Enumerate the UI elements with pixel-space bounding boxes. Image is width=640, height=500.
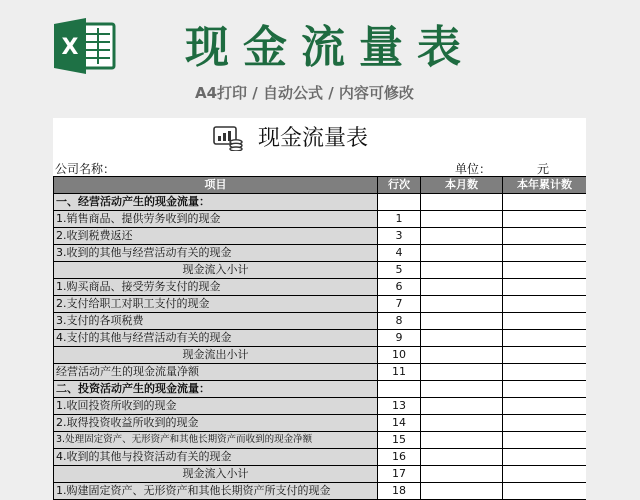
table-row — [54, 228, 587, 245]
table-row — [54, 211, 587, 228]
row-this-month-cell[interactable] — [421, 347, 503, 364]
row-line-no-cell[interactable]: 3 — [378, 228, 421, 245]
banner-subtitle: A4打印 / 自动公式 / 内容可修改 — [195, 84, 414, 102]
row-year-to-date-cell[interactable] — [503, 381, 587, 398]
row-year-to-date-cell[interactable] — [503, 262, 587, 279]
row-item-cell[interactable]: 3.收到的其他与经营活动有关的现金 — [54, 245, 378, 262]
row-year-to-date-cell[interactable] — [503, 364, 587, 381]
row-item-cell[interactable]: 1.收回投资所收到的现金 — [54, 398, 378, 415]
row-year-to-date-cell[interactable] — [503, 330, 587, 347]
row-line-no-cell[interactable] — [378, 381, 421, 398]
row-this-month-cell[interactable] — [421, 415, 503, 432]
sheet-header — [53, 118, 586, 158]
row-year-to-date-cell[interactable] — [503, 296, 587, 313]
row-year-to-date-cell[interactable] — [503, 432, 587, 449]
row-this-month-cell[interactable] — [421, 228, 503, 245]
row-this-month-cell[interactable] — [421, 449, 503, 466]
row-line-no-cell[interactable]: 16 — [378, 449, 421, 466]
table-row — [54, 466, 587, 483]
row-line-no-cell[interactable]: 13 — [378, 398, 421, 415]
row-line-no-cell[interactable]: 6 — [378, 279, 421, 296]
row-item-cell[interactable]: 3.处理固定资产、无形资产和其他长期资产而收到的现金净额 — [54, 432, 378, 449]
col-header-item[interactable]: 项目 — [54, 177, 378, 194]
sheet-title: 现金流量表 — [258, 126, 369, 151]
row-year-to-date-cell[interactable] — [503, 279, 587, 296]
table-row — [54, 262, 587, 279]
table-row — [54, 415, 587, 432]
row-year-to-date-cell[interactable] — [503, 466, 587, 483]
table-row — [54, 279, 587, 296]
table-row — [54, 347, 587, 364]
table-row — [54, 381, 587, 398]
row-line-no-cell[interactable]: 14 — [378, 415, 421, 432]
table-row — [54, 364, 587, 381]
row-this-month-cell[interactable] — [421, 330, 503, 347]
row-this-month-cell[interactable] — [421, 296, 503, 313]
row-this-month-cell[interactable] — [421, 194, 503, 211]
row-line-no-cell[interactable] — [378, 194, 421, 211]
company-name-label: 公司名称： — [55, 162, 116, 176]
row-year-to-date-cell[interactable] — [503, 415, 587, 432]
table-row — [54, 330, 587, 347]
row-line-no-cell[interactable]: 1 — [378, 211, 421, 228]
row-year-to-date-cell[interactable] — [503, 245, 587, 262]
row-line-no-cell[interactable]: 17 — [378, 466, 421, 483]
cash-flow-sheet — [53, 118, 586, 500]
col-header-this-month[interactable]: 本月数 — [421, 177, 503, 194]
table-row — [54, 398, 587, 415]
row-item-cell[interactable]: 经营活动产生的现金流量净额 — [54, 364, 378, 381]
table-row — [54, 483, 587, 500]
row-item-cell[interactable]: 3.支付的各项税费 — [54, 313, 378, 330]
row-year-to-date-cell[interactable] — [503, 228, 587, 245]
row-item-cell[interactable]: 2.支付给职工对职工支付的现金 — [54, 296, 378, 313]
row-year-to-date-cell[interactable] — [503, 313, 587, 330]
row-line-no-cell[interactable]: 5 — [378, 262, 421, 279]
row-item-cell[interactable]: 现金流出小计 — [54, 347, 378, 364]
row-this-month-cell[interactable] — [421, 483, 503, 500]
svg-text:X: X — [61, 35, 79, 60]
table-row — [54, 194, 587, 211]
row-this-month-cell[interactable] — [421, 432, 503, 449]
row-this-month-cell[interactable] — [421, 381, 503, 398]
table-row — [54, 432, 587, 449]
row-line-no-cell[interactable]: 15 — [378, 432, 421, 449]
row-item-cell[interactable]: 一、经营活动产生的现金流量： — [54, 194, 378, 211]
row-item-cell[interactable]: 1.购买商品、接受劳务支付的现金 — [54, 279, 378, 296]
row-item-cell[interactable]: 1.销售商品、提供劳务收到的现金 — [54, 211, 378, 228]
row-item-cell[interactable]: 4.支付的其他与经营活动有关的现金 — [54, 330, 378, 347]
row-item-cell[interactable]: 现金流入小计 — [54, 262, 378, 279]
row-line-no-cell[interactable]: 4 — [378, 245, 421, 262]
row-this-month-cell[interactable] — [421, 364, 503, 381]
row-this-month-cell[interactable] — [421, 245, 503, 262]
row-line-no-cell[interactable]: 10 — [378, 347, 421, 364]
row-year-to-date-cell[interactable] — [503, 449, 587, 466]
table-row — [54, 313, 587, 330]
row-item-cell[interactable]: 4.收到的其他与投资活动有关的现金 — [54, 449, 378, 466]
row-item-cell[interactable]: 2.取得投资收益所收到的现金 — [54, 415, 378, 432]
row-year-to-date-cell[interactable] — [503, 211, 587, 228]
row-this-month-cell[interactable] — [421, 466, 503, 483]
row-this-month-cell[interactable] — [421, 262, 503, 279]
row-this-month-cell[interactable] — [421, 279, 503, 296]
row-line-no-cell[interactable]: 8 — [378, 313, 421, 330]
banner-title: 现金流量表 — [185, 22, 475, 73]
row-this-month-cell[interactable] — [421, 313, 503, 330]
row-line-no-cell[interactable]: 7 — [378, 296, 421, 313]
col-header-year-to-date[interactable]: 本年累计数 — [503, 177, 587, 194]
row-item-cell[interactable]: 1.购建固定资产、无形资产和其他长期资产所支付的现金 — [54, 483, 378, 500]
table-row — [54, 245, 587, 262]
cash-flow-table — [53, 176, 586, 500]
row-item-cell[interactable]: 2.收到税费返还 — [54, 228, 378, 245]
row-line-no-cell[interactable]: 9 — [378, 330, 421, 347]
excel-icon — [52, 18, 116, 74]
table-row — [54, 449, 587, 466]
row-line-no-cell[interactable]: 18 — [378, 483, 421, 500]
row-year-to-date-cell[interactable] — [503, 398, 587, 415]
row-year-to-date-cell[interactable] — [503, 347, 587, 364]
row-item-cell[interactable]: 二、投资活动产生的现金流量： — [54, 381, 378, 398]
table-header-row — [54, 177, 587, 194]
row-line-no-cell[interactable]: 11 — [378, 364, 421, 381]
money-chart-icon — [213, 125, 243, 151]
row-this-month-cell[interactable] — [421, 398, 503, 415]
row-item-cell[interactable]: 现金流入小计 — [54, 466, 378, 483]
unit-value: 元 — [537, 162, 550, 176]
banner — [0, 0, 640, 118]
row-year-to-date-cell[interactable] — [503, 483, 587, 500]
unit-label: 单位： — [455, 162, 492, 176]
col-header-line-no[interactable]: 行次 — [378, 177, 421, 194]
row-year-to-date-cell[interactable] — [503, 194, 587, 211]
table-row — [54, 296, 587, 313]
row-this-month-cell[interactable] — [421, 211, 503, 228]
